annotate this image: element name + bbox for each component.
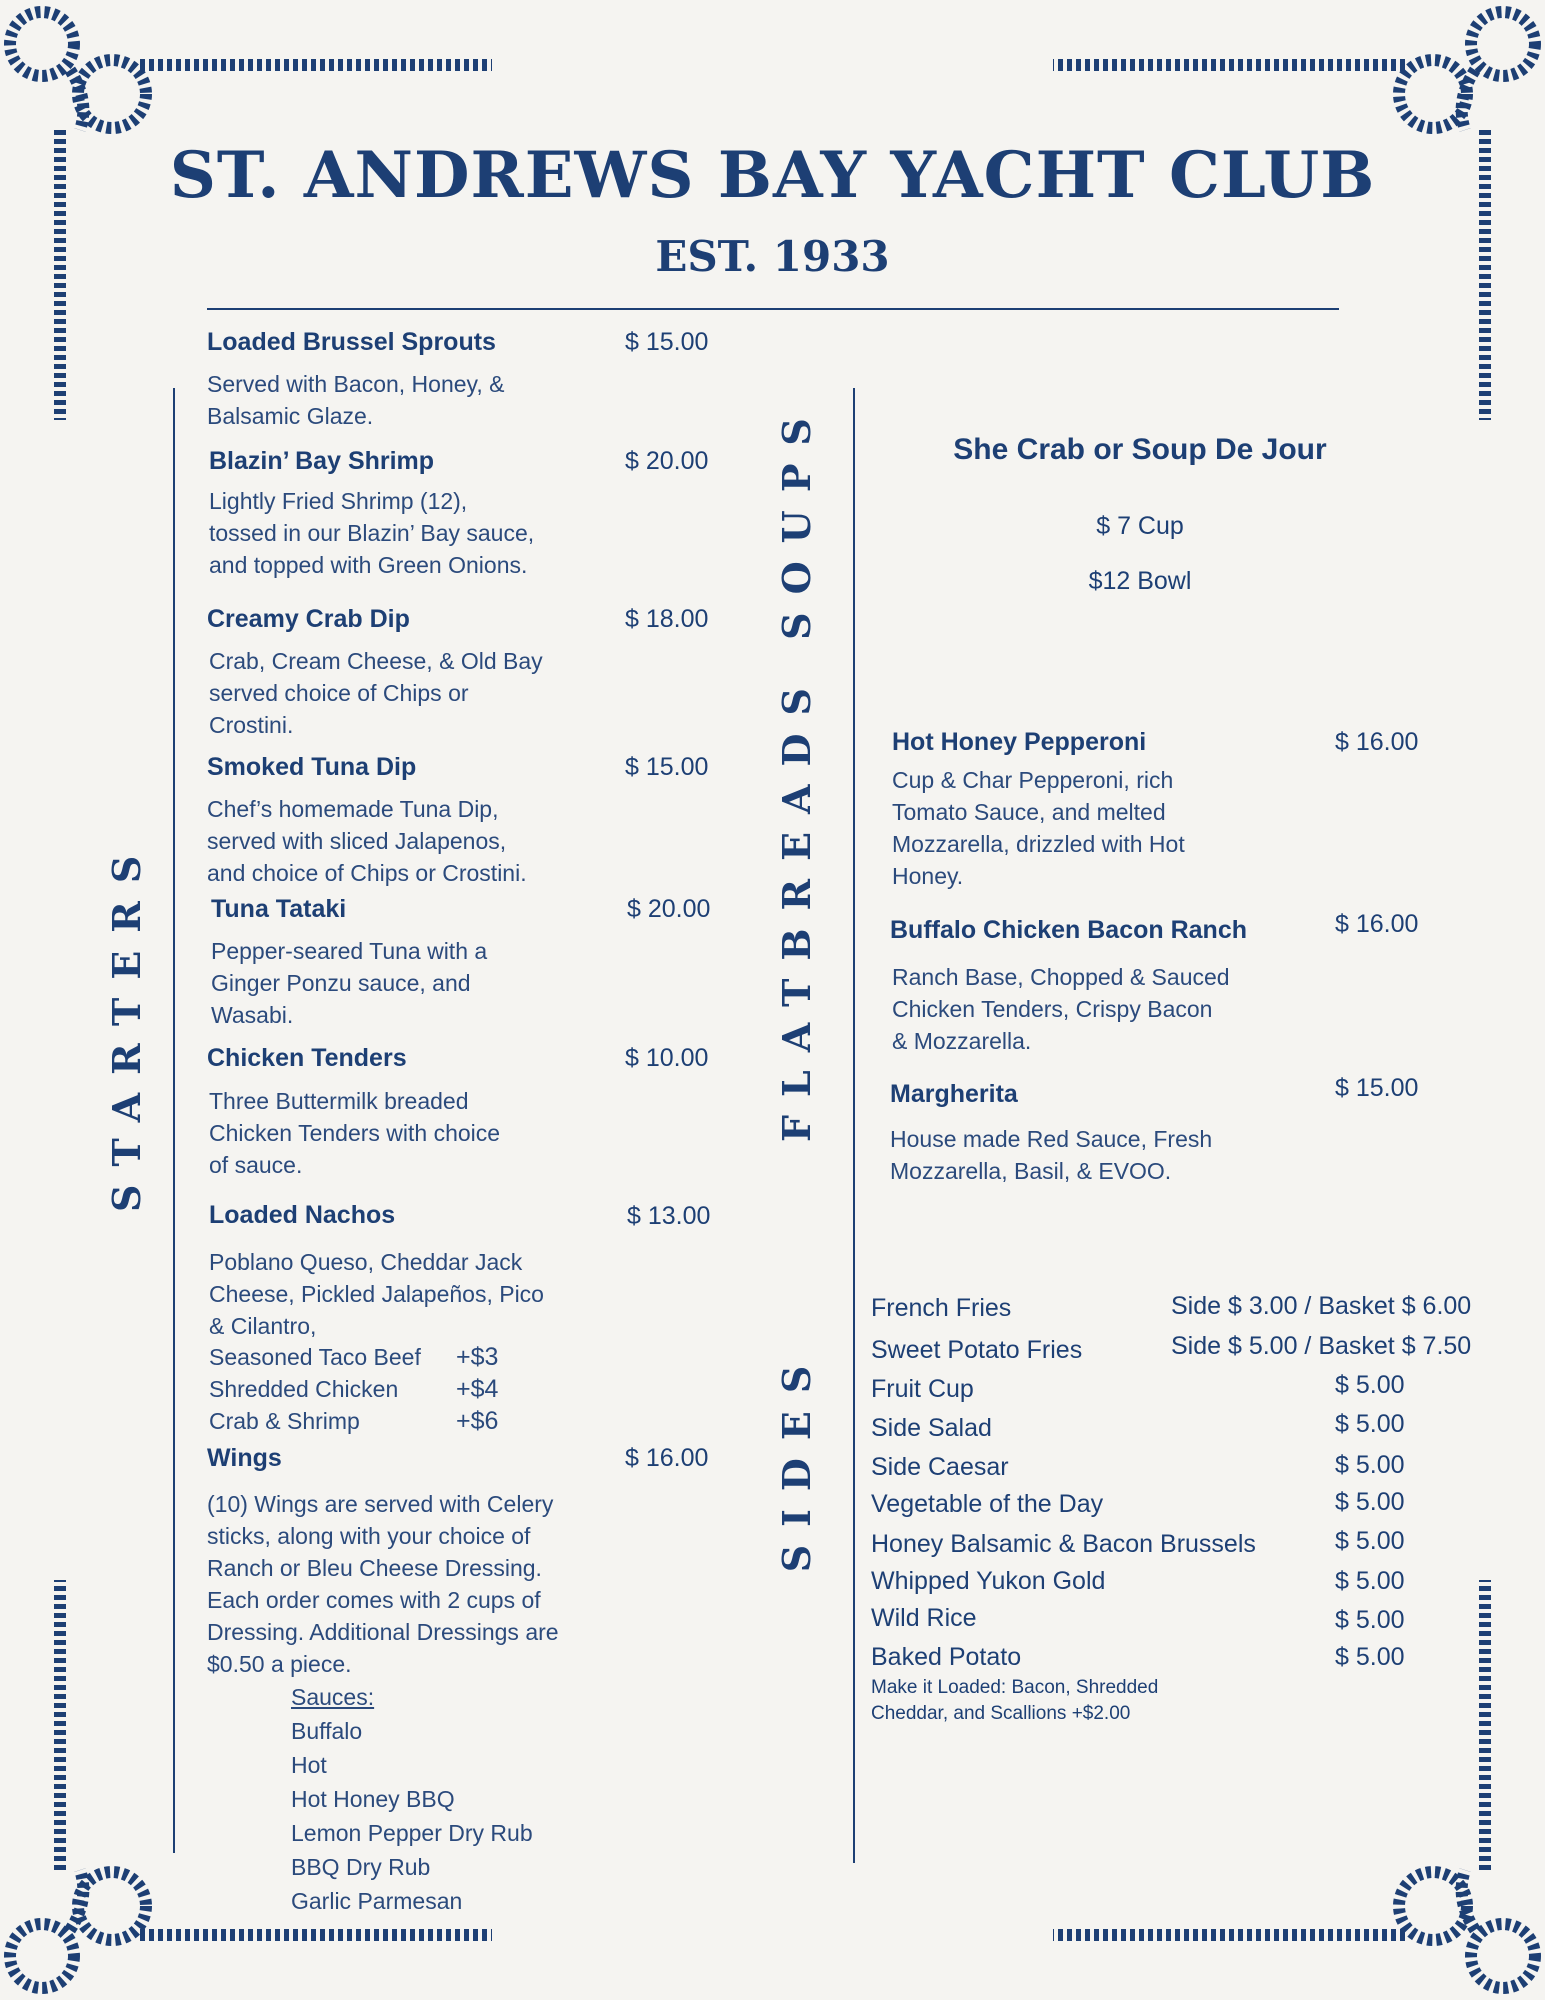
starter-description: Poblano Queso, Cheddar Jack Cheese, Pickled Jalapeños, Pico & Cilantro, <box>209 1249 544 1339</box>
starter-price: $ 10.00 <box>625 1044 709 1072</box>
sauces-heading: Sauces: <box>291 1684 375 1710</box>
section-label-starters: STARTERS <box>104 837 149 1212</box>
flatbread-name: Buffalo Chicken Bacon Ranch <box>890 916 1247 944</box>
starter-price: $ 18.00 <box>625 605 709 633</box>
side-item: Fruit Cup $ 5.00 <box>871 1371 1405 1403</box>
soup-cup-price: $ 7 Cup <box>1096 512 1184 540</box>
starters-divider <box>173 388 175 1853</box>
flatbread-name: Margherita <box>890 1080 1018 1108</box>
side-item: Honey Balsamic & Bacon Brussels $ 5.00 <box>871 1527 1405 1558</box>
side-item: Sweet Potato Fries Side $ 5.00 / Basket $ 7.50 <box>871 1332 1472 1364</box>
starter-price: $ 13.00 <box>627 1202 711 1230</box>
starter-description: (10) Wings are served with Celery sticks, along with your choice of Ranch or Bleu Cheese Dressing. Each order comes with 2 cups of Dressing. Additional Dressings are $0.50 a piece. <box>207 1491 559 1677</box>
starter-name: Chicken Tenders <box>207 1044 407 1072</box>
side-item: Whipped Yukon Gold $ 5.00 <box>871 1567 1405 1595</box>
sauces-list: Sauces: Buffalo Hot Hot Honey BBQ Lemon Pepper Dry Rub BBQ Dry Rub Garlic Parmesan <box>291 1680 533 1918</box>
starter-description: Pepper-seared Tuna with a Ginger Ponzu sauce, and Wasabi. <box>211 938 488 1028</box>
starter-price: $ 15.00 <box>625 328 709 356</box>
side-item: Side Caesar $ 5.00 <box>871 1451 1405 1481</box>
sides-list <box>871 1294 1511 1727</box>
side-item: French Fries Side $ 3.00 / Basket $ 6.00 <box>871 1292 1472 1322</box>
starter-name: Creamy Crab Dip <box>207 605 410 633</box>
flatbread-price: $ 16.00 <box>1335 910 1419 938</box>
established-year: EST. 1933 <box>655 232 890 281</box>
rope-corner-top-left-icon <box>0 0 500 430</box>
starter-price: $ 20.00 <box>625 447 709 475</box>
flatbread-price: $ 15.00 <box>1335 1074 1419 1102</box>
soup-name: She Crab or Soup De Jour <box>953 433 1327 466</box>
header-divider <box>207 308 1339 310</box>
starter-price: $ 16.00 <box>625 1444 709 1472</box>
soup-bowl-price: $12 Bowl <box>1088 567 1192 595</box>
flatbread-name: Hot Honey Pepperoni <box>892 728 1147 756</box>
side-item: Side Salad $ 5.00 <box>871 1410 1405 1442</box>
starter-description: Lightly Fried Shrimp (12), tossed in our Blazin’ Bay sauce, and topped with Green Onions. <box>209 488 535 578</box>
baked-potato-note: Make it Loaded: Bacon, Shredded Cheddar, and Scallions +$2.00 <box>871 1677 1159 1724</box>
starter-name: Loaded Brussel Sprouts <box>207 328 496 356</box>
starter-description: Crab, Cream Cheese, & Old Bay served choice of Chips or Crostini. <box>209 648 543 738</box>
side-item: Baked Potato $ 5.00 <box>871 1643 1405 1671</box>
page-title: ST. ANDREWS BAY YACHT CLUB <box>169 138 1376 213</box>
right-column-divider <box>853 388 855 1863</box>
starter-price: $ 20.00 <box>627 895 711 923</box>
rope-corner-top-right-icon <box>1045 0 1545 430</box>
side-item: Wild Rice $ 5.00 <box>871 1604 1405 1634</box>
starter-description: Three Buttermilk breaded Chicken Tenders with choice of sauce. <box>209 1088 501 1178</box>
side-item: Vegetable of the Day $ 5.00 <box>871 1488 1405 1518</box>
flatbread-description: Cup & Char Pepperoni, rich Tomato Sauce, and melted Mozzarella, drizzled with Hot Honey. <box>892 767 1185 889</box>
flatbread-description: Ranch Base, Chopped & Sauced Chicken Tenders, Crispy Bacon & Mozzarella. <box>892 964 1230 1054</box>
flatbread-description: House made Red Sauce, Fresh Mozzarella, Basil, & EVOO. <box>890 1126 1213 1184</box>
section-label-soups: SOUPS <box>774 400 819 640</box>
starter-name: Blazin’ Bay Shrimp <box>209 447 435 475</box>
section-label-sides: SIDES <box>774 1347 819 1573</box>
starter-name: Wings <box>207 1444 282 1472</box>
starter-name: Tuna Tataki <box>211 895 347 923</box>
starter-description: Served with Bacon, Honey, & Balsamic Glaze. <box>207 371 505 429</box>
nacho-addon: Seasoned Taco Beef +$3 Shredded Chicken +$4 Crab & Shrimp +$6 <box>209 1343 499 1435</box>
section-label-flatbreads: FLATBREADS <box>774 670 819 1142</box>
flatbread-price: $ 16.00 <box>1335 728 1419 756</box>
starter-name: Loaded Nachos <box>209 1201 396 1229</box>
starter-price: $ 15.00 <box>625 753 709 781</box>
starter-description: Chef’s homemade Tuna Dip, served with sliced Jalapenos, and choice of Chips or Crostini. <box>207 796 527 886</box>
starter-name: Smoked Tuna Dip <box>207 753 417 781</box>
